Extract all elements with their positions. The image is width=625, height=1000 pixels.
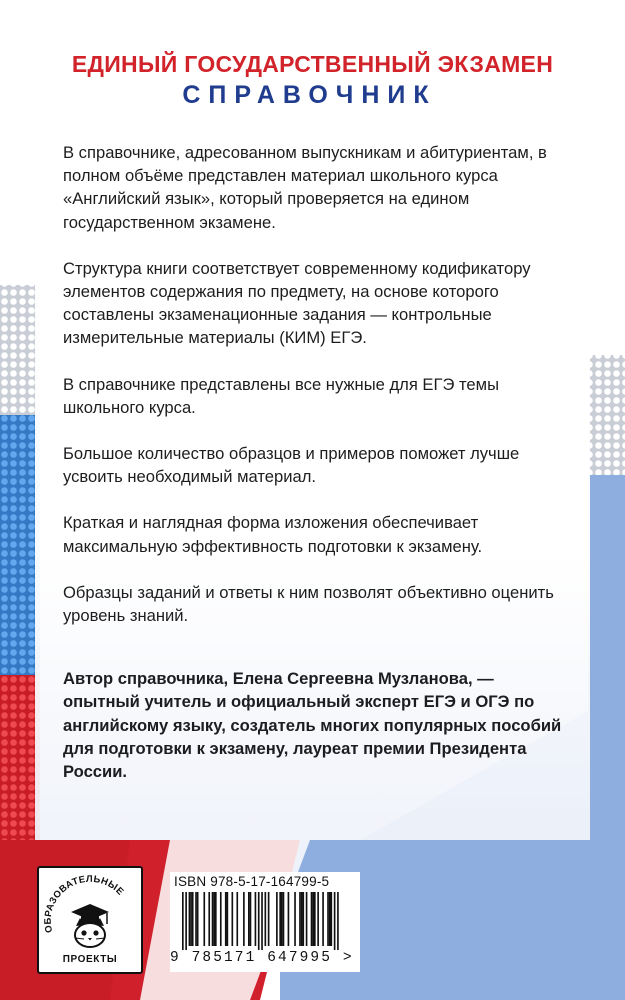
barcode-bar	[302, 892, 304, 946]
series-title: ЕДИНЫЙ ГОСУДАРСТВЕННЫЙ ЭКЗАМЕН	[71, 51, 554, 77]
barcode-bar	[215, 892, 217, 946]
barcode-bar	[294, 892, 296, 946]
barcode-bar	[317, 892, 319, 946]
cat-face-icon	[75, 923, 105, 947]
barcode-bar	[225, 892, 227, 946]
barcode-bar	[311, 892, 313, 946]
barcode-bar	[197, 892, 199, 946]
description-paragraph: Краткая и наглядная форма изложения обеспечивает максимальную эффективность подготовки к экзамену.	[63, 513, 483, 556]
barcode-digits: 9 785171 647995 >	[170, 950, 354, 966]
barcode-bar	[299, 892, 301, 946]
description-paragraph: В справочнике, адресованном выпускникам и абитуриентам, в полном объёме представлен материал школьного курса «Английский язык», который проверяется на едином государственном экзамене.	[63, 143, 547, 232]
barcode-bar	[189, 892, 191, 946]
barcode-bar	[265, 892, 267, 946]
description-paragraph: В справочнике представлены все нужные для ЕГЭ темы школьного курса.	[63, 374, 499, 417]
barcode-bar	[248, 892, 250, 946]
barcode-bar	[329, 892, 331, 946]
publisher-logo	[37, 866, 143, 974]
logo-bottom-text: ПРОЕКТЫ	[62, 954, 118, 965]
barcode-bar	[322, 892, 324, 946]
barcode-bar	[236, 892, 238, 946]
cover-header	[0, 50, 625, 110]
description-panel	[35, 115, 590, 840]
barcode-bar	[314, 892, 316, 946]
barcode-bar	[306, 892, 308, 946]
barcode-bar	[327, 892, 329, 946]
barcode-bar	[255, 892, 257, 946]
barcode-bar	[258, 892, 260, 950]
barcode-bar	[261, 892, 263, 950]
description-paragraph: Структура книги соответствует современному кодификатору элементов содержания по предмету, на основе которого составлены экзаменационные задания — контрольные измерительные материалы (КИМ) ЕГЭ.	[63, 258, 531, 348]
barcode-bar	[250, 892, 252, 946]
barcode-bar	[195, 892, 197, 946]
barcode-bar	[190, 892, 192, 946]
author-bio: Автор справочника, Елена Сергеевна Музланова, — опытный учитель и официальный эксперт ЕГЭ и ОГЭ по английскому языку, создатель многих популярных пособий для подготовки к экзамену, лауреат премии Президента России.	[63, 669, 562, 782]
barcode-bar	[220, 892, 222, 946]
barcode-bar	[337, 892, 339, 950]
barcode-bar	[243, 892, 245, 946]
barcode-bar	[203, 892, 205, 946]
barcode-bar	[185, 892, 187, 950]
barcode-bar	[276, 892, 278, 946]
logo-arc-text: ОБРАЗОВАТЕЛЬНЫЕ	[42, 873, 126, 934]
barcode-bar	[281, 892, 283, 946]
barcode-bar	[208, 892, 210, 946]
barcode-bar	[301, 892, 303, 946]
description-paragraph: Большое количество образцов и примеров поможет лучше усвоить необходимый материал.	[63, 444, 520, 487]
barcode-bar	[279, 892, 281, 946]
barcode-bar	[213, 892, 215, 946]
barcode-bar	[331, 892, 333, 946]
barcode-bar	[268, 892, 270, 946]
barcode-bar	[288, 892, 290, 946]
barcode-bar	[334, 892, 336, 950]
barcode-bar	[312, 892, 314, 946]
barcode-bar	[227, 892, 229, 946]
barcode-bar	[192, 892, 194, 946]
barcode-bar	[182, 892, 184, 950]
barcode-block	[170, 872, 360, 972]
barcode-bar	[283, 892, 285, 946]
barcode-bar	[232, 892, 234, 946]
description-paragraph: Образцы заданий и ответы к ним позволят объективно оценить уровень знаний.	[63, 582, 554, 626]
publisher-logo-art	[39, 868, 141, 972]
barcode-bar	[212, 892, 214, 946]
barcode-bars	[170, 892, 360, 950]
isbn-label: ISBN 978-5-17-164799-5	[174, 874, 330, 889]
book-type-title: СПРАВОЧНИК	[182, 81, 437, 109]
